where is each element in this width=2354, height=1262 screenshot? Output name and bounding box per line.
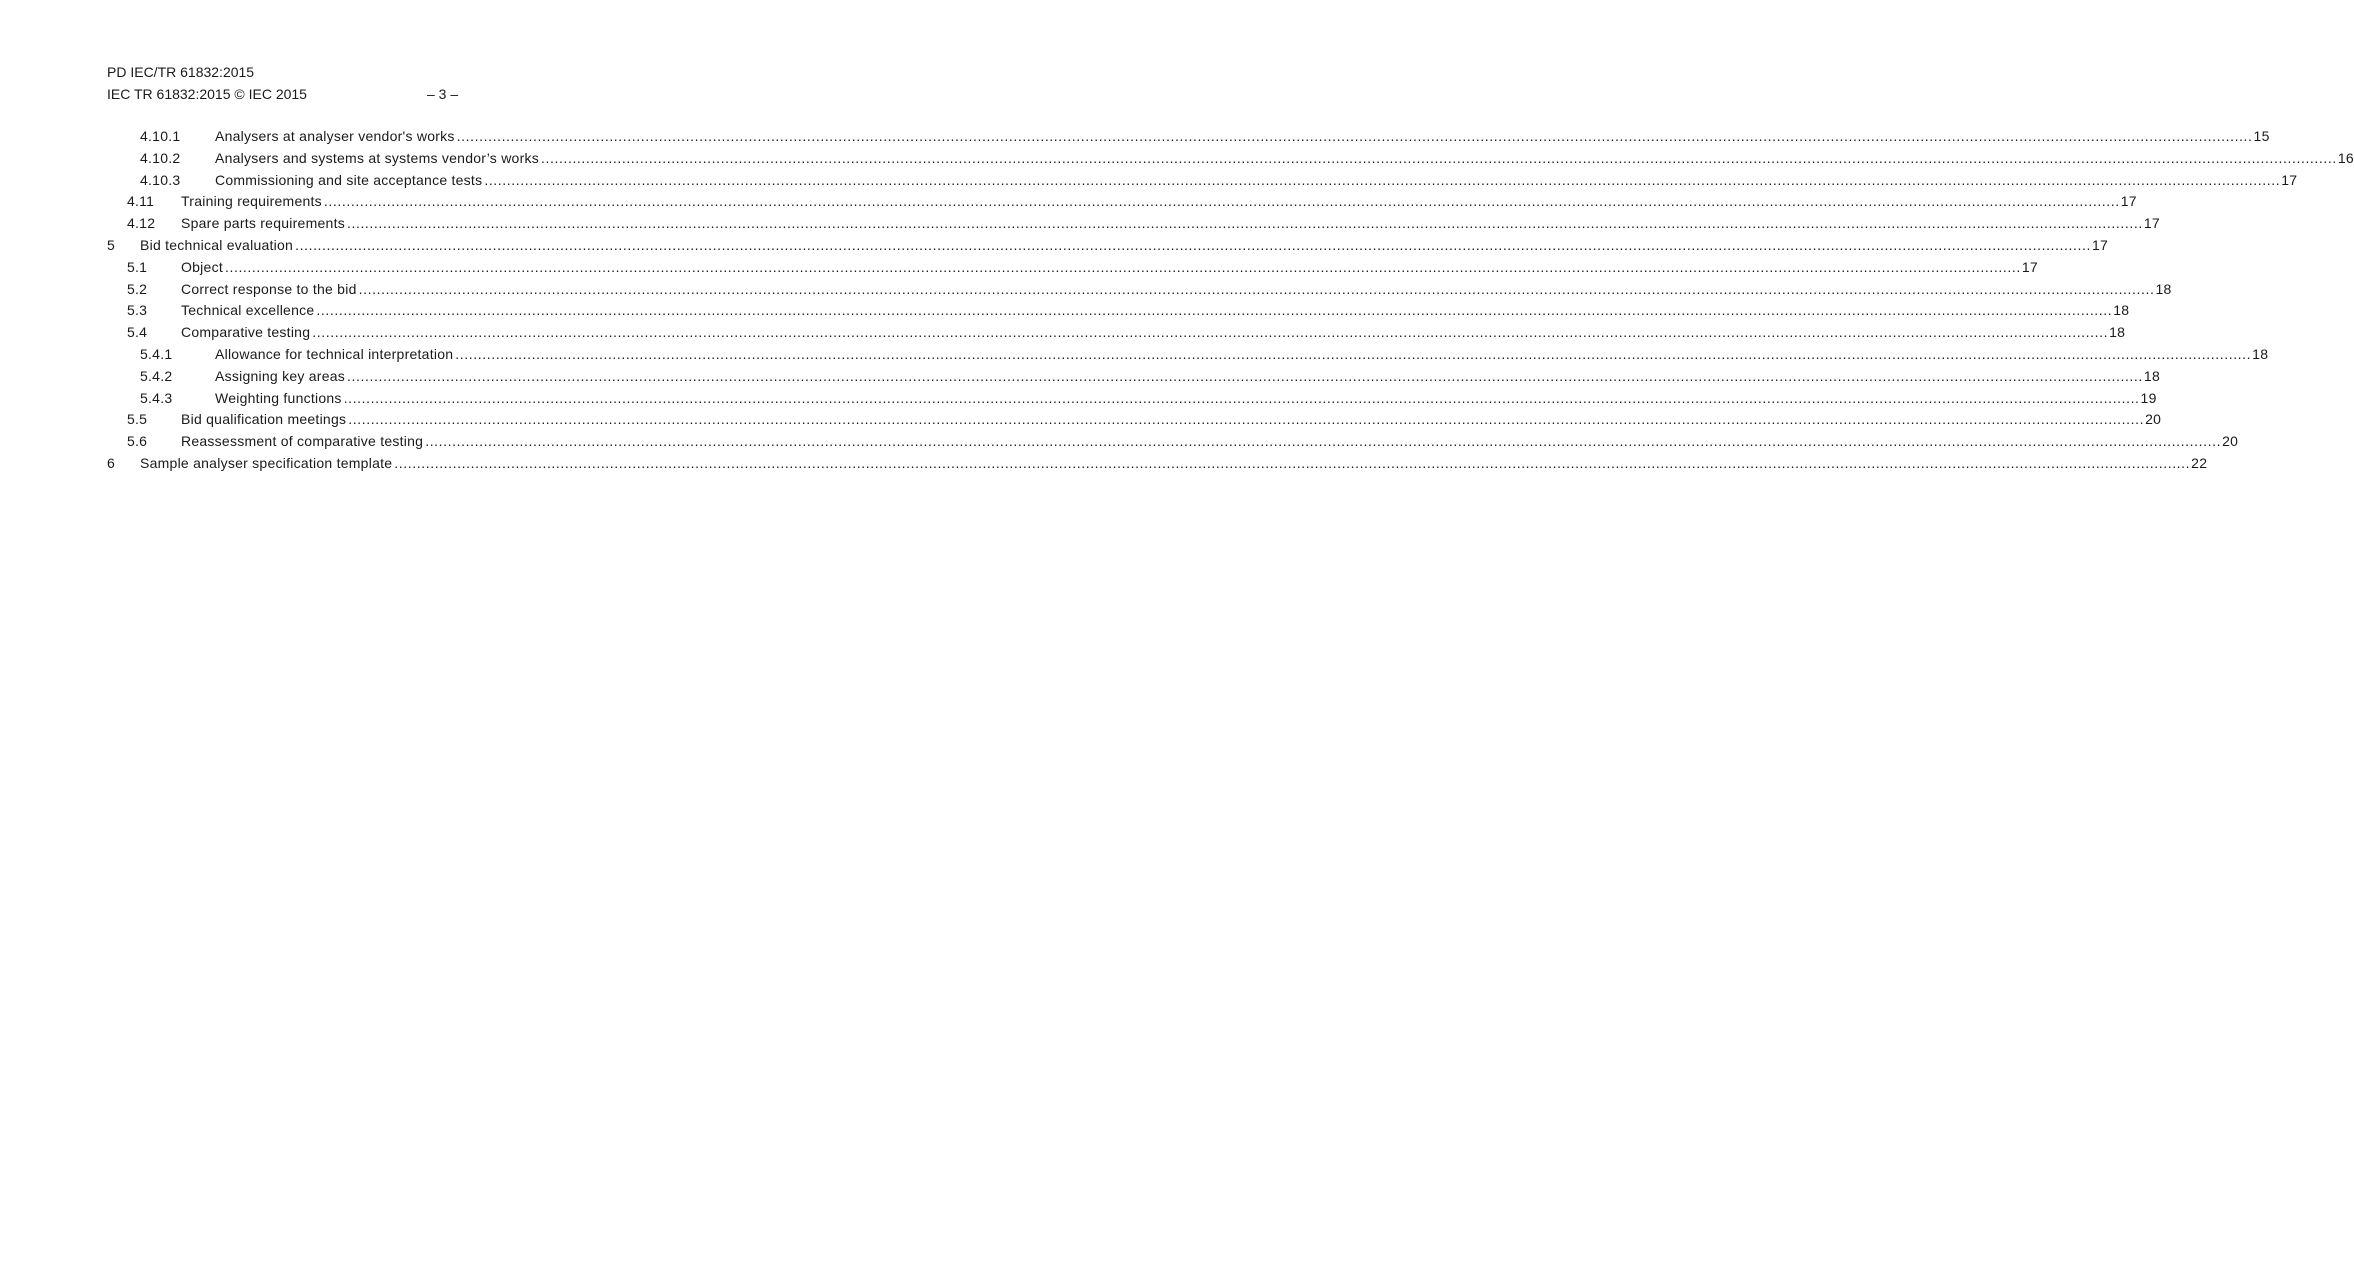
toc-entry-page: 15 [2253, 128, 2270, 144]
toc-entry[interactable] [0, 410, 2162, 432]
toc-dot-leader: ................................................................................................................................................................................................................................................................................................................................................................................................................ [224, 258, 2021, 275]
toc-entry[interactable] [0, 432, 2239, 454]
toc-entry-title: Allowance for technical interpretation [215, 345, 454, 362]
toc-entry-page: 16 [2337, 149, 2354, 166]
toc-entry-title: Bid qualification meetings [181, 411, 347, 428]
toc-entry-number: 5.6 [127, 433, 148, 450]
toc-entry-title: Spare parts requirements [181, 215, 345, 232]
toc-dot-leader: ................................................................................................................................................................................................................................................................................................................................................................................................................ [316, 302, 2113, 319]
toc-entry-page: 18 [2252, 345, 2269, 362]
toc-entry-title: Bid technical evaluation [140, 236, 294, 253]
toc-entry-page: 20 [2145, 411, 2162, 428]
toc-entry-number: 5.4.3 [140, 389, 173, 406]
toc-entry-page: 19 [2140, 389, 2157, 406]
toc-entry-page: 18 [2113, 302, 2130, 319]
toc-entry[interactable] [0, 323, 2126, 345]
toc-entry[interactable] [0, 258, 2038, 280]
toc-entry-leader-line [215, 149, 2354, 167]
toc-dot-leader: ................................................................................................................................................................................................................................................................................................................................................................................................................ [541, 149, 2337, 166]
toc-entry[interactable] [0, 214, 2160, 236]
toc-entry-leader-line [215, 127, 2270, 145]
toc-entry-leader-line [181, 214, 2160, 232]
toc-entry[interactable] [0, 192, 2137, 214]
toc-entry-leader-line [181, 258, 2038, 276]
toc-dot-leader: ................................................................................................................................................................................................................................................................................................................................................................................................................ [348, 411, 2145, 428]
toc-entry-number: 5.3 [127, 302, 148, 319]
toc-entry-page: 20 [2222, 433, 2239, 450]
toc-dot-leader: ................................................................................................................................................................................................................................................................................................................................................................................................................ [456, 128, 2253, 144]
toc-entry-number: 5.4.1 [140, 345, 173, 362]
toc-entry[interactable] [0, 367, 2160, 389]
toc-entry-title: Reassessment of comparative testing [181, 433, 424, 450]
toc-entry-title: Sample analyser specification template [140, 454, 393, 471]
toc-dot-leader: ................................................................................................................................................................................................................................................................................................................................................................................................................ [455, 345, 2252, 362]
toc-entry[interactable] [0, 389, 2157, 411]
toc-entry-title: Training requirements [181, 193, 322, 210]
toc-dot-leader: ................................................................................................................................................................................................................................................................................................................................................................................................................ [358, 280, 2155, 297]
toc-dot-leader: ................................................................................................................................................................................................................................................................................................................................................................................................................ [295, 236, 2091, 253]
toc-entry-leader-line [215, 345, 2269, 363]
toc-entry[interactable] [0, 236, 2109, 258]
toc-entry-number: 4.10.1 [140, 128, 181, 144]
toc-entry-page: 17 [2091, 236, 2109, 253]
toc-entry-number: 4.10.3 [140, 171, 181, 188]
toc-entry-title: Assigning key areas [215, 367, 346, 384]
toc-entry-page: 17 [2021, 258, 2038, 275]
toc-entry-title: Correct response to the bid [181, 280, 357, 297]
toc-entry-leader-line [181, 280, 2172, 298]
toc-entry[interactable] [0, 454, 2208, 476]
toc-entry-number: 4.11 [127, 193, 155, 210]
toc-dot-leader: ................................................................................................................................................................................................................................................................................................................................................................................................................ [347, 367, 2143, 384]
toc-entry-number: 4.12 [127, 215, 156, 232]
toc-entry-title: Commissioning and site acceptance tests [215, 171, 483, 188]
toc-entry-page: 18 [2155, 280, 2172, 297]
toc-entry-title: Comparative testing [181, 324, 311, 341]
toc-entry-leader-line [181, 410, 2162, 428]
toc-entry-leader-line [215, 389, 2157, 407]
toc-entry-page: 17 [2281, 171, 2298, 188]
toc-entry-title: Weighting functions [215, 389, 342, 406]
toc-entry-leader-line [181, 192, 2137, 210]
toc-entry-title: Technical excellence [181, 302, 315, 319]
toc-dot-leader: ................................................................................................................................................................................................................................................................................................................................................................................................................ [323, 193, 2120, 210]
toc-entry-leader-line [215, 367, 2160, 385]
toc-entry-page: 22 [2191, 454, 2208, 471]
toc-entry-page: 17 [2120, 193, 2137, 210]
document-id: PD IEC/TR 61832:2015 [107, 64, 255, 80]
toc-entry-leader-line [181, 301, 2130, 319]
toc-entry-leader-line [140, 236, 2109, 254]
table-of-contents [0, 127, 2354, 476]
toc-entry[interactable] [0, 345, 2269, 367]
toc-entry-number: 5.1 [127, 258, 148, 275]
toc-entry[interactable] [0, 280, 2172, 302]
standard-copyright-line: IEC TR 61832:2015 © IEC 2015 [107, 86, 307, 102]
toc-dot-leader: ................................................................................................................................................................................................................................................................................................................................................................................................................ [312, 324, 2109, 341]
toc-entry-number: 5.2 [127, 280, 148, 297]
toc-dot-leader: ................................................................................................................................................................................................................................................................................................................................................................................................................ [484, 171, 2281, 188]
toc-entry-number: 5 [107, 236, 116, 253]
toc-entry-leader-line [181, 432, 2239, 450]
toc-entry-number: 4.10.2 [140, 149, 181, 166]
toc-entry-number: 6 [107, 454, 116, 471]
toc-dot-leader: ................................................................................................................................................................................................................................................................................................................................................................................................................ [343, 389, 2140, 406]
toc-dot-leader: ................................................................................................................................................................................................................................................................................................................................................................................................................ [425, 433, 2222, 450]
toc-entry-number: 5.5 [127, 411, 148, 428]
toc-entry-page: 17 [2143, 215, 2160, 232]
toc-entry-leader-line [181, 323, 2126, 341]
toc-entry[interactable] [0, 127, 2270, 149]
toc-entry-page: 18 [2109, 324, 2126, 341]
toc-entry-page: 18 [2143, 367, 2160, 384]
toc-entry-number: 5.4.2 [140, 367, 173, 384]
toc-entry[interactable] [0, 149, 2354, 171]
toc-entry[interactable] [0, 171, 2298, 193]
toc-entry-leader-line [215, 171, 2298, 189]
toc-entry-title: Analysers and systems at systems vendor’s works [215, 149, 540, 166]
toc-entry-title: Analysers at analyser vendor's works [215, 128, 455, 144]
toc-entry-number: 5.4 [127, 324, 148, 341]
page-number: – 3 – [427, 86, 459, 102]
toc-dot-leader: ................................................................................................................................................................................................................................................................................................................................................................................................................ [394, 454, 2191, 471]
toc-dot-leader: ................................................................................................................................................................................................................................................................................................................................................................................................................ [346, 215, 2143, 232]
toc-entry-title: Object [181, 258, 223, 275]
toc-entry-leader-line [140, 454, 2208, 472]
toc-entry[interactable] [0, 301, 2130, 323]
